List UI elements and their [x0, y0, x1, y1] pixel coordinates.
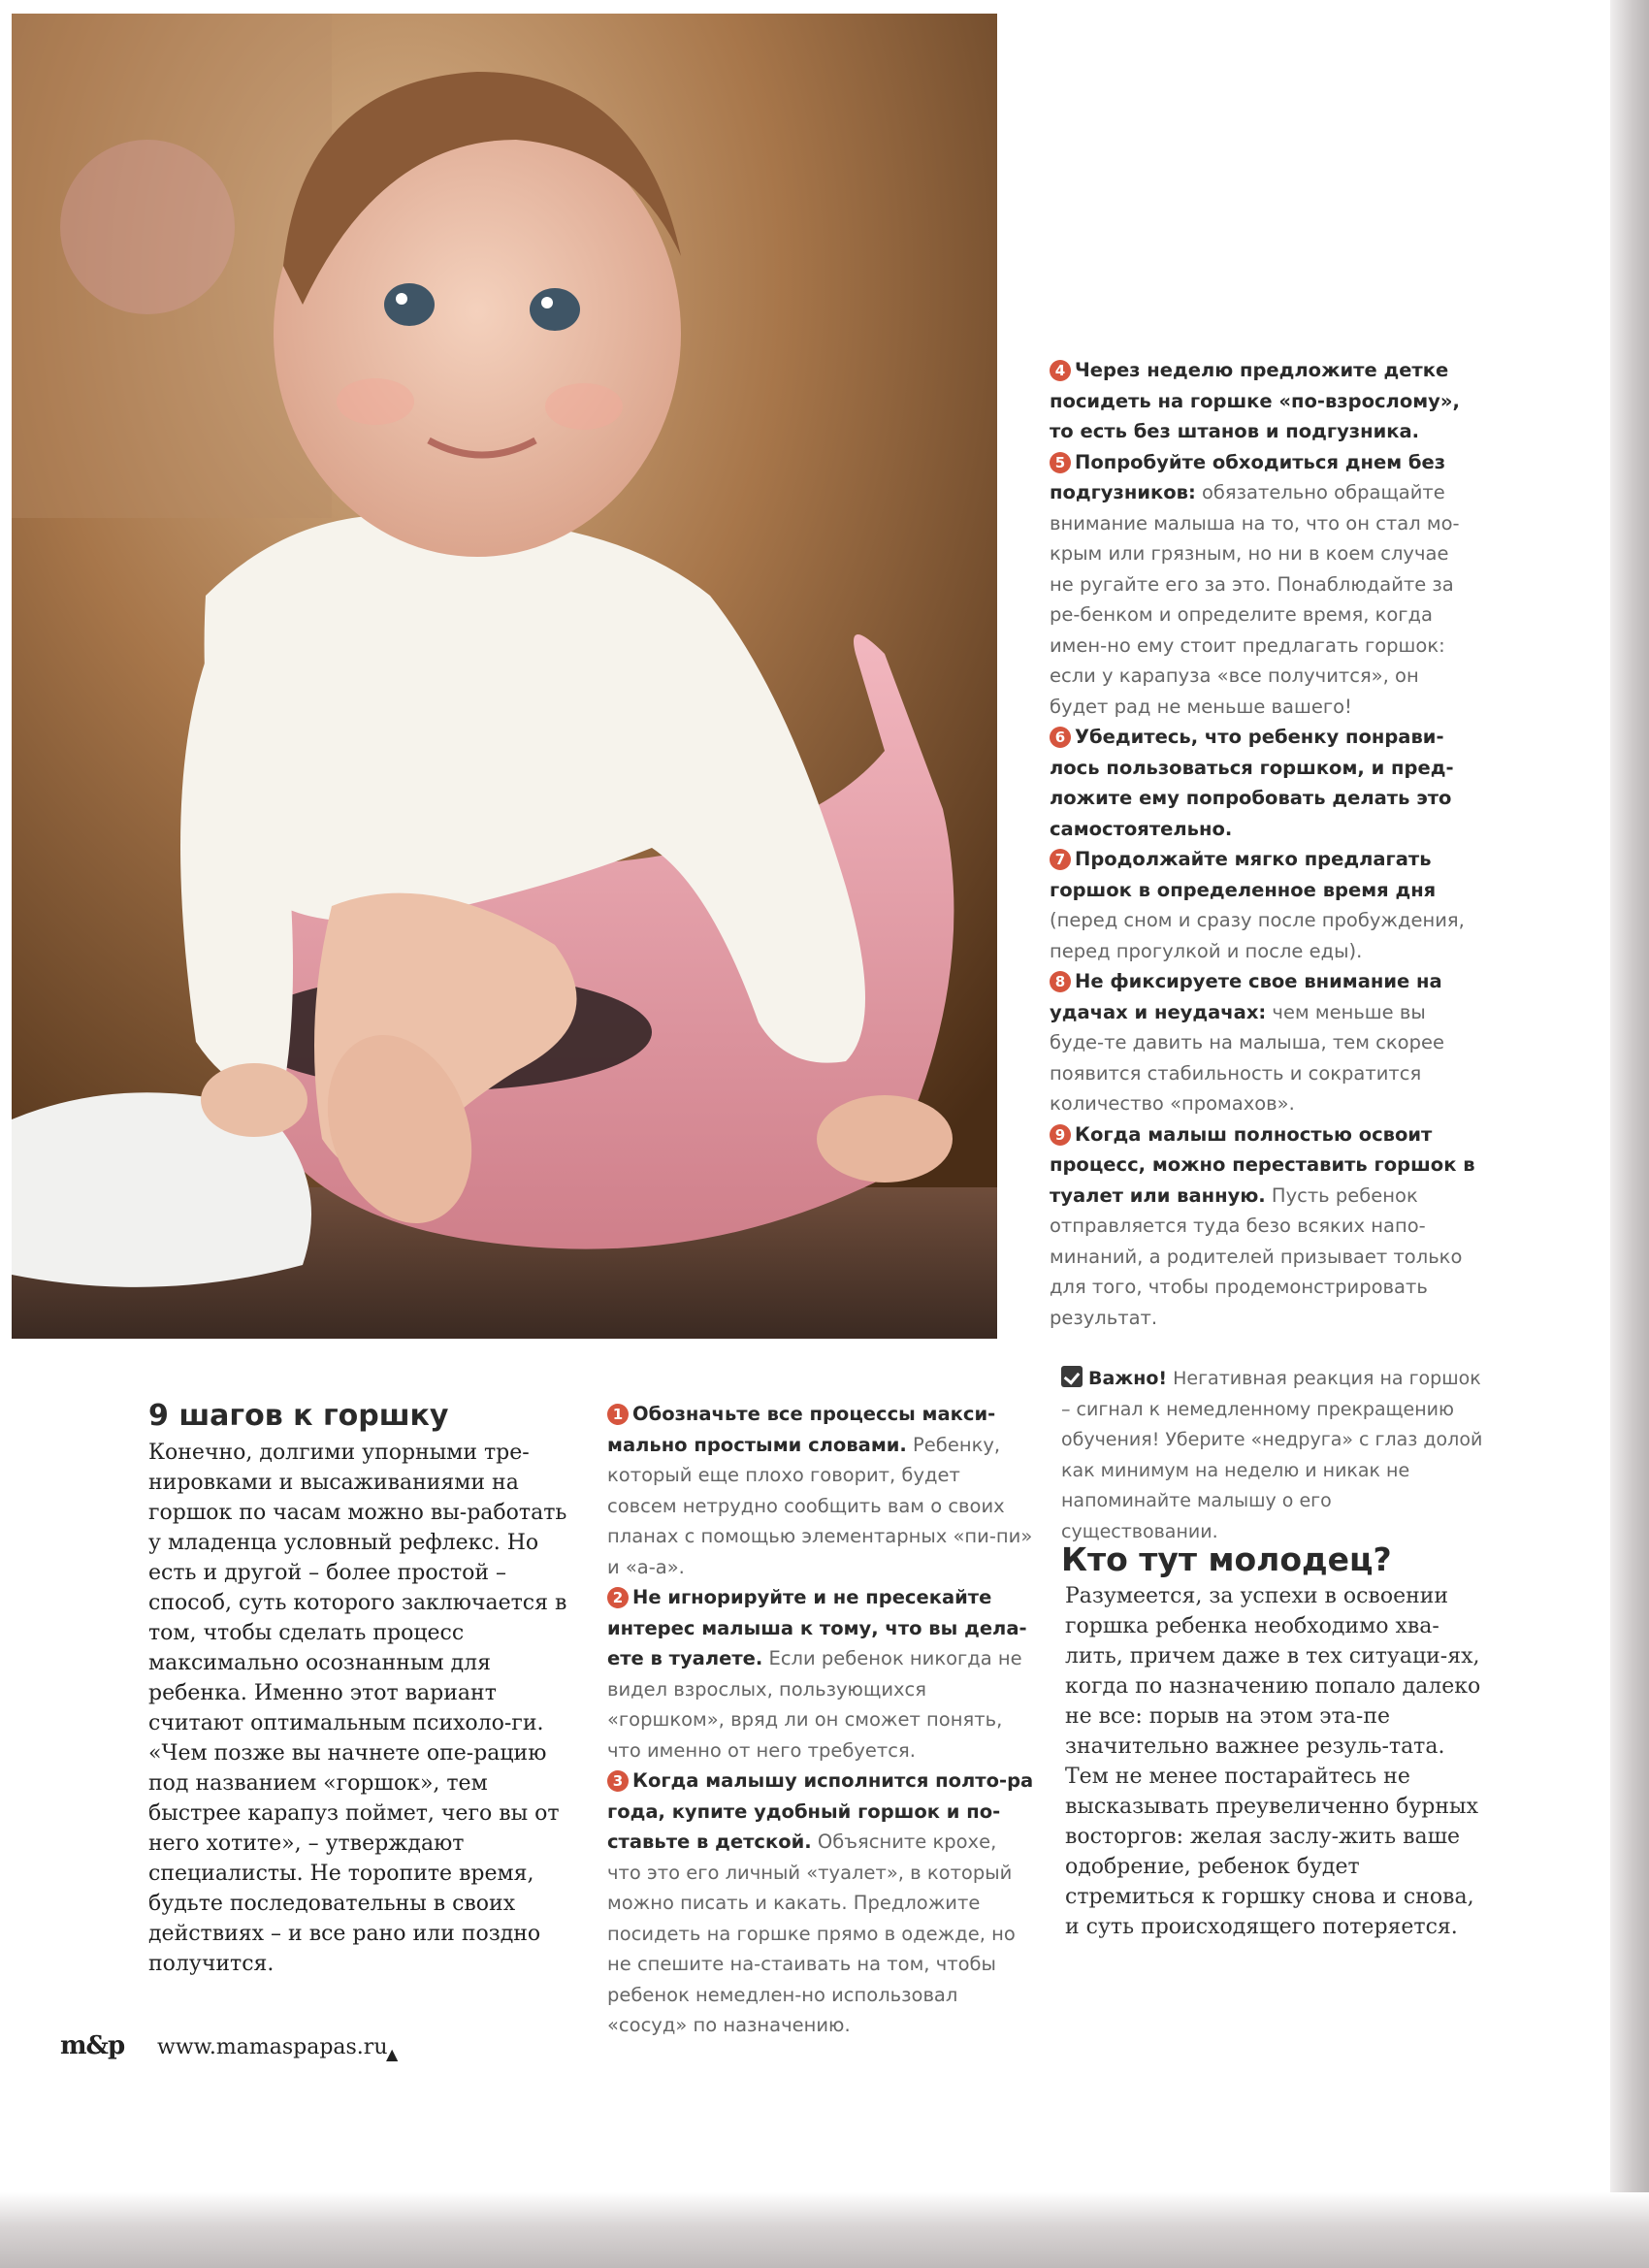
baby-on-potty-photo — [12, 14, 997, 1339]
step-number-badge: 4 — [1050, 360, 1071, 381]
step-number-badge: 9 — [1050, 1124, 1071, 1146]
article-intro: Конечно, долгими упорными тре-нировками и высаживаниями на горшок по часам можно вы-работать у младенца условный рефлекс. Но есть и другой – более простой – способ, суть которого заключается в том, чтобы сделать процесс максимально осознанным для ребенка. Именно этот вариант считают оптимальным психоло-ги. «Чем позже вы начнете опе-рацию под названием «горшок», тем быстрее карапуз поймет, чего вы от него хотите», – утверждают специалисты. Не торопите время, будьте последовательны в своих действиях – и все рано или поздно получится. — [148, 1441, 567, 1976]
step-text: Объясните крохе, что это его личный «туалет», в который можно писать и какать. Предложите посидеть на горшке прямо в одежде, но не спешите на-стаивать на том, чтобы ребенок немедлен-но использовал «сосуд» по назначению. — [607, 1831, 1016, 2036]
magazine-logo: m&p — [60, 2031, 125, 2060]
mouse-cursor-icon: ▲ — [386, 2045, 399, 2063]
step-7 — [1050, 844, 1476, 966]
step-number-badge: 3 — [607, 1770, 629, 1792]
sidebar-heading: Кто тут молодец? — [1061, 1540, 1392, 1578]
step-title: Через неделю предложите детке посидеть на горшке «по-взрослому», то есть без штанов и подгузника. — [1050, 359, 1460, 442]
step-title: Не фиксируете свое внимание на удачах и неудачах: — [1050, 970, 1442, 1023]
checkbox-icon — [1061, 1366, 1083, 1387]
step-9 — [1050, 1119, 1476, 1334]
footer-url[interactable]: www.mamaspapas.ru — [157, 2035, 388, 2059]
step-title: Когда малышу исполнится полто-ра года, купите удобный горшок и по-ставьте в детской. — [607, 1769, 1034, 1853]
step-5 — [1050, 447, 1476, 723]
article-heading: 9 шагов к горшку — [148, 1399, 449, 1433]
photo-illustration — [12, 14, 997, 1339]
step-4 — [1050, 355, 1476, 447]
important-label: Важно! — [1088, 1368, 1168, 1389]
sidebar-body: Разумеется, за успехи в освоении горшка ребенка необходимо хва-лить, причем даже в тех ситуаци-ях, когда по назначению попало далеко не все: порыв на этом эта-пе значительно важнее резуль-тата. Тем не менее постарайтесь не высказывать преувеличенно бурных восторгов: желая заслу-жить ваше одобрение, ребенок будет стремиться к горшку снова и снова, и суть происходящего потеряется. — [1065, 1584, 1481, 1939]
step-title: Обозначьте все процессы макси-мально простыми словами. — [607, 1403, 996, 1456]
important-text: Негативная реакция на горшок – сигнал к немедленному прекращению обучения! Уберите «недруга» с глаз долой как минимум на неделю и никак не напоминайте малышу о его существовании. — [1061, 1368, 1483, 1542]
step-1 — [607, 1399, 1034, 1582]
step-title: Когда малыш полностью освоит процесс, можно переставить горшок в туалет или ванную. — [1050, 1122, 1475, 1207]
step-title: Не игнорируйте и не пресекайте интерес малыша к тому, что вы дела-ете в туалете. — [607, 1586, 1027, 1669]
step-number-badge: 7 — [1050, 849, 1071, 870]
page-spine — [1610, 0, 1649, 2268]
step-text: Если ребенок никогда не видел взрослых, пользующихся «горшком», вряд ли он сможет понять, что именно от него требуется. — [607, 1647, 1022, 1762]
step-number-badge: 6 — [1050, 727, 1071, 748]
step-title: Попробуйте обходиться днем без подгузников: — [1050, 450, 1446, 503]
step-number-badge: 8 — [1050, 971, 1071, 992]
step-8 — [1050, 966, 1476, 1119]
step-number-badge: 5 — [1050, 452, 1071, 473]
important-note — [1061, 1364, 1488, 1547]
steps-column-right — [1050, 355, 1476, 1333]
step-text: обязательно обращайте внимание малыша на то, что он стал мо-крым или грязным, но ни в коем случае не ругайте его за это. Понаблюдайте за ре-бенком и определите время, когда имен-но ему стоит предлагать горшок: если у карапуза «все получится», он будет рад не меньше вашего! — [1050, 481, 1460, 718]
step-6 — [1050, 722, 1476, 844]
step-3 — [607, 1766, 1034, 2041]
step-text: Пусть ребенок отправляется туда безо всяких напо-минаний, а родителей призывает только для того, чтобы продемонстрировать результат. — [1050, 1183, 1463, 1329]
step-text: чем меньше вы буде-те давить на малыша, тем скорее появится стабильность и сократится количество «промахов». — [1050, 1000, 1444, 1115]
step-text: (перед сном и сразу после пробуждения, перед прогулкой и после еды). — [1050, 909, 1465, 962]
steps-column-middle — [607, 1399, 1034, 2041]
step-title: Продолжайте мягко предлагать горшок в определенное время дня — [1050, 848, 1437, 901]
main-article — [148, 1399, 575, 1979]
step-2 — [607, 1582, 1034, 1766]
step-text: Ребенку, который еще плохо говорит, будет совсем нетрудно сообщить вам о своих планах с помощью элементарных «пи-пи» и «а-а». — [607, 1433, 1033, 1578]
scan-bottom-shadow — [0, 2192, 1649, 2268]
step-number-badge: 1 — [607, 1404, 629, 1425]
step-title: Убедитесь, что ребенку понрави-лось пользоваться горшком, и пред-ложите ему попробовать делать это самостоятельно. — [1050, 726, 1454, 840]
step-number-badge: 2 — [607, 1587, 629, 1608]
